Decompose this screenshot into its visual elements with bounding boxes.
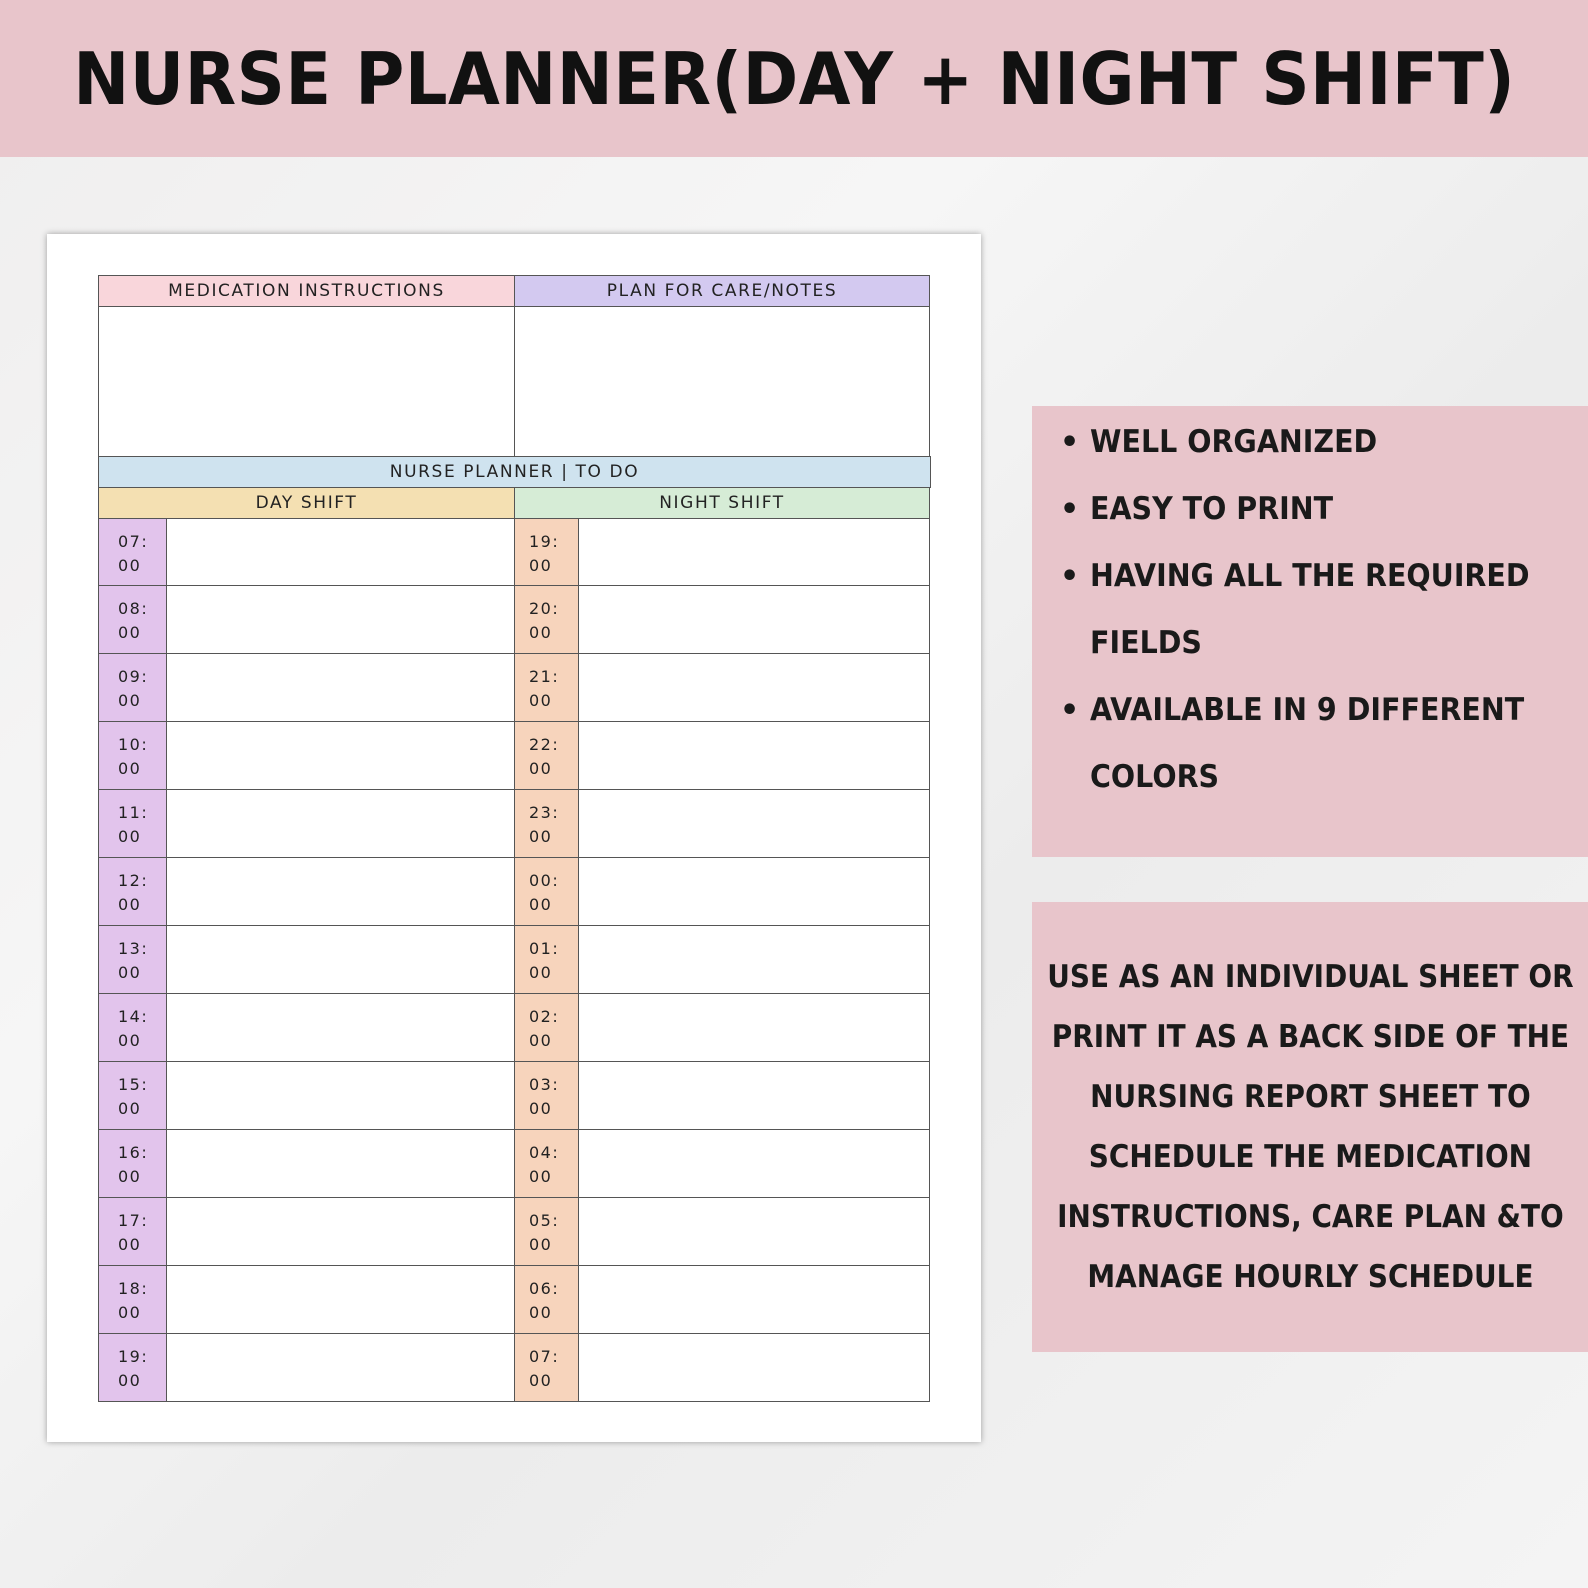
night-shift-time-label: [515, 722, 579, 789]
hour-text: 01:: [529, 939, 560, 958]
feature-item: [1060, 409, 1588, 476]
minute-text: 00: [529, 759, 553, 778]
hour-text: 07:: [529, 1347, 560, 1366]
day-shift-writing-area: [167, 654, 514, 721]
todo-header: NURSE PLANNER | TO DO: [98, 456, 931, 488]
usage-panel: [1032, 902, 1588, 1352]
feature-text: WELL ORGANIZED: [1090, 424, 1378, 460]
night-shift-writing-area: [579, 654, 929, 721]
night-shift-writing-area: [579, 790, 929, 857]
day-shift-time-label: [99, 994, 167, 1061]
day-shift-time-label: [99, 1266, 167, 1333]
hour-text: 11:: [118, 803, 149, 822]
hour-text: 22:: [529, 735, 560, 754]
night-shift-writing-area: [579, 1130, 929, 1197]
hour-text: 04:: [529, 1143, 560, 1162]
feature-text: FIELDS: [1090, 625, 1202, 661]
night-shift-writing-area: [579, 1198, 929, 1265]
day-shift-slot: [98, 586, 515, 654]
hour-text: 09:: [118, 667, 149, 686]
minute-text: 00: [529, 1235, 553, 1254]
night-shift-time-label: [515, 586, 579, 653]
day-shift-slot: [98, 1334, 515, 1402]
day-shift-writing-area: [167, 519, 514, 585]
minute-text: 00: [529, 623, 553, 642]
night-shift-writing-area: [579, 1334, 929, 1401]
minute-text: 00: [118, 623, 142, 642]
hour-text: 02:: [529, 1007, 560, 1026]
minute-text: 00: [529, 1031, 553, 1050]
planner-sheet: [47, 234, 981, 1442]
day-shift-slot: [98, 722, 515, 790]
night-shift-writing-area: [579, 858, 929, 925]
minute-text: 00: [118, 1235, 142, 1254]
hour-text: 06:: [529, 1279, 560, 1298]
hour-text: 21:: [529, 667, 560, 686]
hour-text: 00:: [529, 871, 560, 890]
day-shift-writing-area: [167, 790, 514, 857]
minute-text: 00: [529, 963, 553, 982]
night-shift-time-label: [515, 1266, 579, 1333]
day-shift-time-label: [99, 1062, 167, 1129]
minute-text: 00: [118, 759, 142, 778]
day-shift-writing-area: [167, 858, 514, 925]
night-shift-time-label: [515, 994, 579, 1061]
night-shift-header: NIGHT SHIFT: [514, 487, 930, 519]
title-banner: [0, 0, 1588, 157]
night-shift-writing-area: [579, 926, 929, 993]
hour-text: 10:: [118, 735, 149, 754]
day-shift-time-label: [99, 722, 167, 789]
night-shift-time-label: [515, 654, 579, 721]
day-shift-column: [98, 518, 515, 1402]
night-shift-slot: [514, 518, 930, 586]
hour-text: 03:: [529, 1075, 560, 1094]
day-shift-slot: [98, 1130, 515, 1198]
minute-text: 00: [529, 1371, 553, 1390]
day-shift-slot: [98, 1266, 515, 1334]
day-shift-time-label: [99, 790, 167, 857]
hour-text: 07:: [118, 532, 149, 551]
features-panel: [1032, 406, 1588, 857]
night-shift-writing-area: [579, 1266, 929, 1333]
hour-text: 23:: [529, 803, 560, 822]
minute-text: 00: [529, 1167, 553, 1186]
feature-text: EASY TO PRINT: [1090, 491, 1334, 527]
minute-text: 00: [118, 691, 142, 710]
usage-text: [1047, 947, 1573, 1307]
hour-text: 12:: [118, 871, 149, 890]
day-shift-writing-area: [167, 1198, 514, 1265]
night-shift-slot: [514, 1062, 930, 1130]
hour-text: 08:: [118, 599, 149, 618]
hour-text: 16:: [118, 1143, 149, 1162]
night-shift-time-label: [515, 519, 579, 585]
feature-item: [1060, 476, 1588, 543]
planner-table: [98, 275, 931, 1402]
night-shift-time-label: [515, 858, 579, 925]
usage-line: INSTRUCTIONS, CARE PLAN &TO: [1056, 1199, 1564, 1235]
day-shift-slot: [98, 926, 515, 994]
hour-text: 13:: [118, 939, 149, 958]
minute-text: 00: [529, 827, 553, 846]
minute-text: 00: [529, 895, 553, 914]
day-shift-writing-area: [167, 586, 514, 653]
day-shift-writing-area: [167, 994, 514, 1061]
night-shift-slot: [514, 858, 930, 926]
medication-header: MEDICATION INSTRUCTIONS: [98, 275, 515, 307]
hour-text: 18:: [118, 1279, 149, 1298]
night-shift-slot: [514, 1266, 930, 1334]
hour-text: 19:: [118, 1347, 149, 1366]
day-shift-slot: [98, 654, 515, 722]
hour-text: 20:: [529, 599, 560, 618]
hour-text: 15:: [118, 1075, 149, 1094]
minute-text: 00: [118, 1167, 142, 1186]
day-shift-writing-area: [167, 1266, 514, 1333]
night-shift-slot: [514, 586, 930, 654]
hour-text: 17:: [118, 1211, 149, 1230]
day-shift-writing-area: [167, 1130, 514, 1197]
day-shift-slot: [98, 858, 515, 926]
night-shift-time-label: [515, 926, 579, 993]
day-shift-time-label: [99, 858, 167, 925]
night-shift-slot: [514, 1334, 930, 1402]
minute-text: 00: [118, 963, 142, 982]
night-shift-slot: [514, 926, 930, 994]
minute-text: 00: [118, 556, 142, 575]
night-shift-time-label: [515, 790, 579, 857]
night-shift-writing-area: [579, 519, 929, 585]
feature-list: [1060, 409, 1588, 811]
night-shift-writing-area: [579, 722, 929, 789]
feature-text: HAVING ALL THE REQUIRED: [1090, 558, 1530, 594]
feature-item: [1060, 677, 1588, 744]
night-shift-writing-area: [579, 994, 929, 1061]
minute-text: 00: [118, 827, 142, 846]
day-shift-slot: [98, 994, 515, 1062]
day-shift-time-label: [99, 1334, 167, 1401]
night-shift-writing-area: [579, 1062, 929, 1129]
night-shift-column: [514, 518, 930, 1402]
minute-text: 00: [529, 556, 553, 575]
minute-text: 00: [118, 1031, 142, 1050]
minute-text: 00: [529, 1099, 553, 1118]
hour-text: 19:: [529, 532, 560, 551]
night-shift-slot: [514, 1198, 930, 1266]
night-shift-slot: [514, 994, 930, 1062]
feature-text: AVAILABLE IN 9 DIFFERENT: [1090, 692, 1525, 728]
feature-item-continued: [1060, 610, 1588, 677]
care-notes-box: [514, 307, 930, 457]
day-shift-time-label: [99, 586, 167, 653]
day-shift-writing-area: [167, 926, 514, 993]
night-shift-slot: [514, 1130, 930, 1198]
day-shift-writing-area: [167, 1062, 514, 1129]
night-shift-time-label: [515, 1062, 579, 1129]
day-shift-writing-area: [167, 1334, 514, 1401]
day-shift-slot: [98, 790, 515, 858]
hour-text: 05:: [529, 1211, 560, 1230]
usage-line: USE AS AN INDIVIDUAL SHEET OR: [1046, 959, 1574, 995]
minute-text: 00: [118, 1099, 142, 1118]
night-shift-slot: [514, 790, 930, 858]
minute-text: 00: [118, 1303, 142, 1322]
minute-text: 00: [529, 691, 553, 710]
usage-line: NURSING REPORT SHEET TO: [1089, 1079, 1531, 1115]
hour-text: 14:: [118, 1007, 149, 1026]
usage-line: MANAGE HOURLY SCHEDULE: [1086, 1259, 1534, 1295]
day-shift-header: DAY SHIFT: [98, 487, 515, 519]
minute-text: 00: [118, 895, 142, 914]
night-shift-writing-area: [579, 586, 929, 653]
day-shift-time-label: [99, 519, 167, 585]
day-shift-time-label: [99, 1198, 167, 1265]
minute-text: 00: [529, 1303, 553, 1322]
day-shift-slot: [98, 1062, 515, 1130]
feature-item-continued: [1060, 744, 1588, 811]
care-header: PLAN FOR CARE/NOTES: [514, 275, 930, 307]
day-shift-time-label: [99, 1130, 167, 1197]
medication-notes-box: [98, 307, 515, 457]
feature-text: COLORS: [1090, 759, 1220, 795]
day-shift-writing-area: [167, 722, 514, 789]
night-shift-time-label: [515, 1334, 579, 1401]
day-shift-time-label: [99, 654, 167, 721]
night-shift-time-label: [515, 1198, 579, 1265]
night-shift-slot: [514, 722, 930, 790]
day-shift-time-label: [99, 926, 167, 993]
usage-line: SCHEDULE THE MEDICATION: [1088, 1139, 1532, 1175]
day-shift-slot: [98, 518, 515, 586]
page-title: NURSE PLANNER(DAY + NIGHT SHIFT): [72, 36, 1516, 121]
day-shift-slot: [98, 1198, 515, 1266]
night-shift-slot: [514, 654, 930, 722]
minute-text: 00: [118, 1371, 142, 1390]
usage-line: PRINT IT AS A BACK SIDE OF THE: [1051, 1019, 1569, 1055]
feature-item: [1060, 543, 1588, 610]
night-shift-time-label: [515, 1130, 579, 1197]
